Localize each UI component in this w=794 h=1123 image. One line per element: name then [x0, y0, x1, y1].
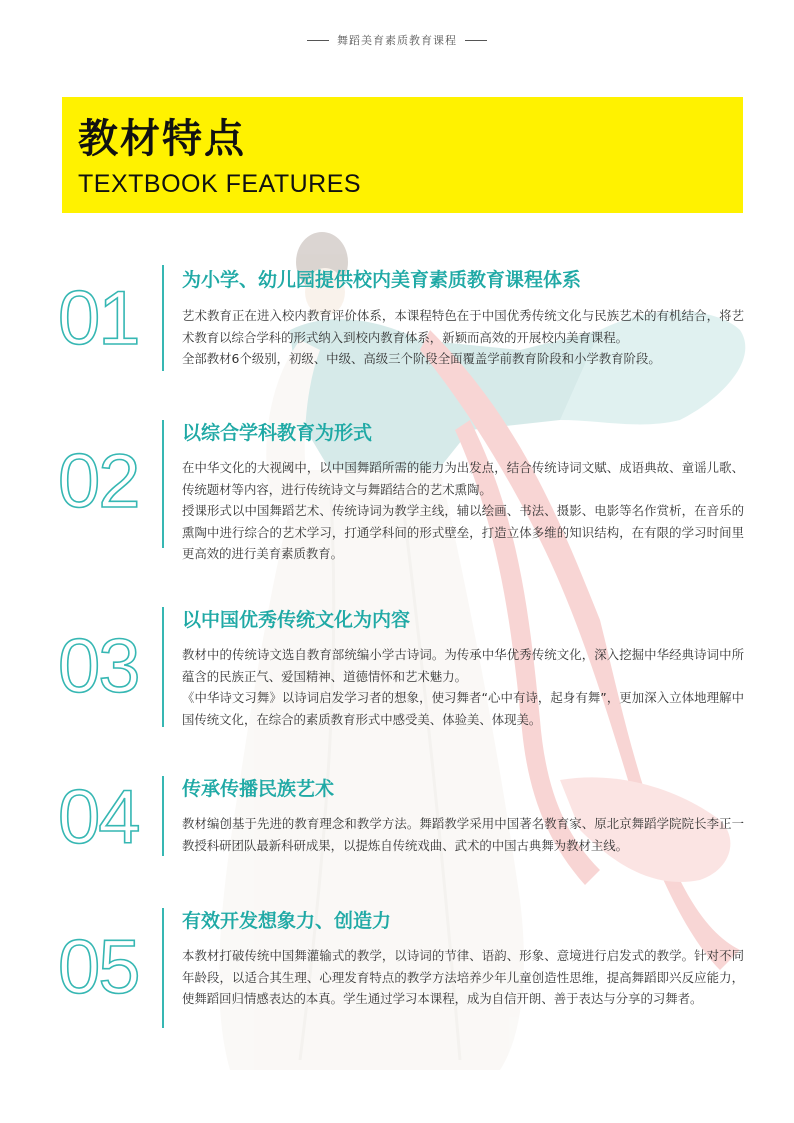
page-title: 教材特点 — [78, 115, 246, 162]
header-course-name: 舞蹈美育素质教育课程 — [337, 34, 457, 47]
feature-divider — [162, 776, 164, 856]
feature-number: 03 — [58, 624, 139, 709]
feature-body — [182, 305, 744, 370]
feature-divider — [162, 607, 164, 727]
feature-body — [182, 813, 744, 856]
title-banner — [62, 97, 743, 213]
feature-paragraph: 在中华文化的大视阈中，以中国舞蹈所需的能力为出发点，结合传统诗词文赋、成语典故、童谣儿歌、传统题材等内容，进行传统诗文与舞蹈结合的艺术熏陶。 — [182, 460, 744, 497]
feature-body — [182, 644, 744, 730]
feature-number: 04 — [58, 775, 139, 860]
feature-paragraph: 本教材打破传统中国舞灌输式的教学，以诗词的节律、语韵、形象、意境进行启发式的教学。针对不同年龄段，以适合其生理、心理发育特点的教学方法培养少年儿童创造性思维，提高舞蹈即兴反应能力，使舞蹈回归情感表达的本真。学生通过学习本课程，成为自信开朗、善于表达与分享的习舞者。 — [182, 948, 744, 1006]
page-header — [0, 30, 794, 50]
feature-title: 以中国优秀传统文化为内容 — [182, 609, 411, 631]
feature-number: 05 — [58, 925, 139, 1010]
feature-paragraph: 全部教材6个级别，初级、中级、高级三个阶段全面覆盖学前教育阶段和小学教育阶段。 — [182, 351, 661, 366]
feature-number: 02 — [58, 439, 139, 524]
feature-body — [182, 945, 744, 1010]
feature-paragraph: 教材中的传统诗文选自教育部统编小学古诗词。为传承中华优秀传统文化，深入挖掘中华经典诗词中所蕴含的民族正气、爱国精神、道德情怀和艺术魅力。 — [182, 647, 744, 684]
feature-divider — [162, 908, 164, 1028]
header-dash-left — [307, 40, 329, 41]
feature-paragraph: 艺术教育正在进入校内教育评价体系，本课程特色在于中国优秀传统文化与民族艺术的有机结合，将艺术教育以综合学科的形式纳入到校内教育体系，新颖而高效的开展校内美育课程。 — [182, 308, 744, 345]
header-dash-right — [465, 40, 487, 41]
feature-body — [182, 457, 744, 565]
feature-paragraph: 《中华诗文习舞》以诗词启发学习者的想象，使习舞者“心中有诗，起身有舞”，更加深入立体地理解中国传统文化，在综合的素质教育形式中感受美、体验美、体现美。 — [182, 690, 744, 727]
feature-divider — [162, 265, 164, 371]
feature-number: 01 — [58, 276, 139, 361]
page-title-english: TEXTBOOK FEATURES — [78, 170, 362, 198]
feature-divider — [162, 420, 164, 548]
feature-title: 有效开发想象力、创造力 — [182, 910, 392, 932]
feature-paragraph: 教材编创基于先进的教育理念和教学方法。舞蹈教学采用中国著名教育家、原北京舞蹈学院院长李正一教授科研团队最新科研成果，以提炼自传统戏曲、武术的中国古典舞为教材主线。 — [182, 816, 744, 853]
feature-title: 传承传播民族艺术 — [182, 778, 335, 800]
feature-title: 以综合学科教育为形式 — [182, 422, 373, 444]
feature-paragraph: 授课形式以中国舞蹈艺术、传统诗词为教学主线，辅以绘画、书法、摄影、电影等名作赏析，在音乐的熏陶中进行综合的艺术学习，打通学科间的形式壁垒，打造立体多维的知识结构，在有限的学习时间里更高效的进行美育素质教育。 — [182, 503, 744, 561]
feature-title: 为小学、幼儿园提供校内美育素质教育课程体系 — [182, 269, 582, 291]
